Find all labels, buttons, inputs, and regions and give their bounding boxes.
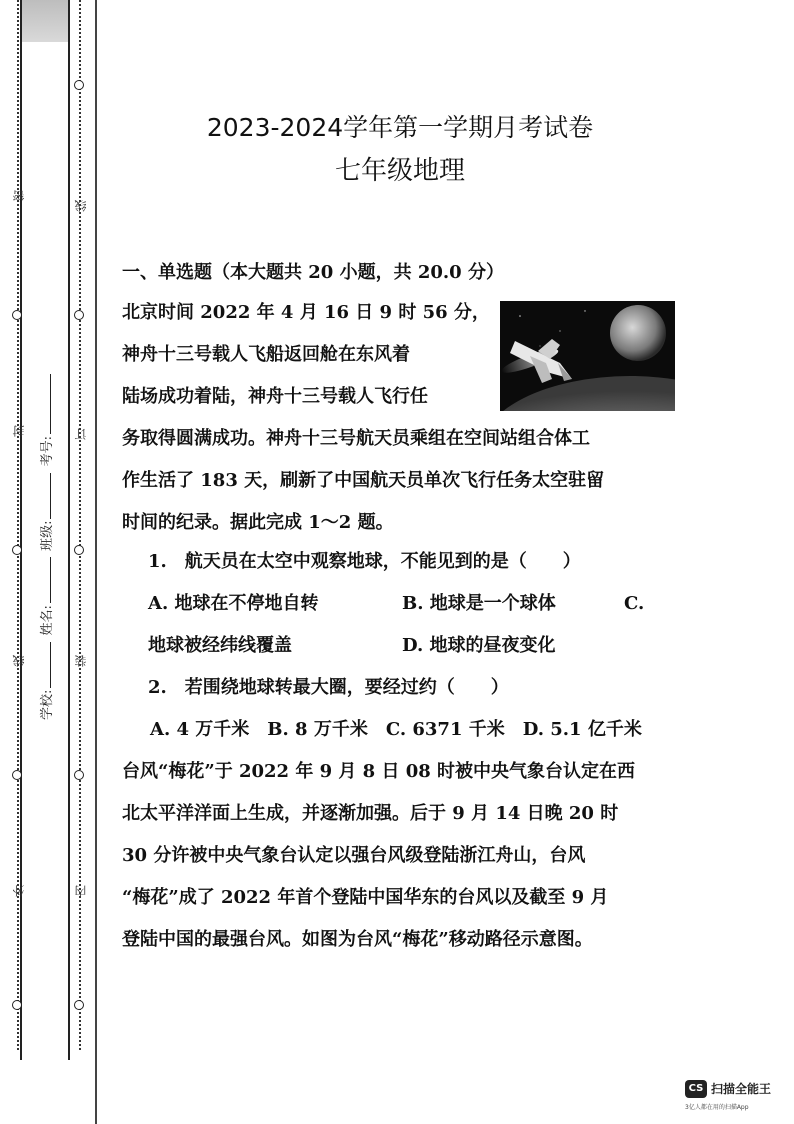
name-field[interactable]	[50, 557, 51, 603]
passage1-line: 务取得圆满成功。神舟十三号航天员乘组在空间站组合体工	[122, 428, 590, 449]
passage1-line: 作生活了 183 天，刷新了中国航天员单次飞行任务太空驻留	[122, 470, 605, 491]
passage1-line: 北京时间 2022 年 4 月 16 日 9 时 56 分，	[122, 302, 490, 323]
name-label: 姓名:	[40, 605, 55, 636]
question1-stem: 1. 航天员在太空中观察地球，不能见到的是（ ）	[148, 551, 581, 572]
spacecraft-illustration	[500, 301, 675, 411]
question1-option-d: D. 地球的昼夜变化	[402, 635, 556, 656]
number-field[interactable]	[50, 374, 51, 434]
page-edge-line	[95, 0, 97, 1124]
cs-logo-icon: CS	[685, 1080, 707, 1098]
binding-ring	[74, 1000, 84, 1010]
class-label: 班级:	[40, 520, 55, 551]
binding-ring	[74, 310, 84, 320]
app-name: 扫描全能王	[711, 1082, 772, 1096]
binding-char: 装	[74, 655, 88, 667]
school-label: 学校:	[40, 689, 55, 720]
binding-char: 密	[12, 190, 26, 202]
passage2-line: 登陆中国的最强台风。如图为台风“梅花”移动路径示意图。	[122, 929, 593, 950]
app-tagline: 3亿人都在用的扫描App	[685, 1104, 749, 1111]
question2-stem: 2. 若围绕地球转最大圈，要经过约（ ）	[148, 677, 509, 698]
binding-char: 线	[12, 655, 26, 667]
spacecraft-image	[500, 301, 675, 411]
binding-char: 封	[12, 425, 26, 437]
binding-ring	[74, 545, 84, 555]
passage2-line: “梅花”成了 2022 年首个登陆中国华东的台风以及截至 9 月	[122, 887, 609, 908]
binding-ring	[12, 545, 22, 555]
exam-title: 2023-2024学年第一学期月考试卷	[206, 113, 594, 142]
binding-char: 外	[12, 885, 26, 897]
binding-ring	[12, 310, 22, 320]
passage1-line: 陆场成功着陆，神舟十三号载人飞行任	[122, 386, 428, 407]
question1-option-c: C.	[624, 593, 645, 614]
binding-char: 内	[74, 885, 88, 897]
passage1-line: 时间的纪录。据此完成 1～2 题。	[122, 512, 394, 533]
passage2-line: 台风“梅花”于 2022 年 9 月 8 日 08 时被中央气象台认定在西	[122, 761, 636, 782]
question1-option-a: A. 地球在不停地自转	[148, 593, 319, 614]
binding-bar-top	[22, 0, 68, 42]
binding-ring	[12, 1000, 22, 1010]
passage1-line: 神舟十三号载人飞船返回舱在东风着	[122, 344, 410, 365]
binding-ring	[12, 770, 22, 780]
question2-options: A. 4 万千米 B. 8 万千米 C. 6371 千米 D. 5.1 亿千米	[150, 719, 642, 740]
question1-option-c-text: 地球被经纬线覆盖	[148, 635, 292, 656]
section-heading: 一、单选题（本大题共 20 小题，共 20.0 分）	[122, 262, 504, 283]
binding-ring	[74, 80, 84, 90]
passage2-line: 北太平洋洋面上生成，并逐渐加强。后于 9 月 14 日晚 20 时	[122, 803, 619, 824]
binding-char: 线	[74, 200, 88, 212]
class-field[interactable]	[50, 473, 51, 519]
passage2-line: 30 分许被中央气象台认定以强台风级登陆浙江舟山，台风	[122, 845, 586, 866]
binding-margin	[0, 0, 100, 1124]
student-info-fields	[36, 372, 55, 720]
number-label: 考号:	[40, 436, 55, 467]
binding-ring	[74, 770, 84, 780]
question1-option-b: B. 地球是一个球体	[402, 593, 556, 614]
school-field[interactable]	[50, 642, 51, 688]
exam-subject: 七年级地理	[334, 156, 465, 186]
binding-char: 订	[74, 428, 88, 440]
